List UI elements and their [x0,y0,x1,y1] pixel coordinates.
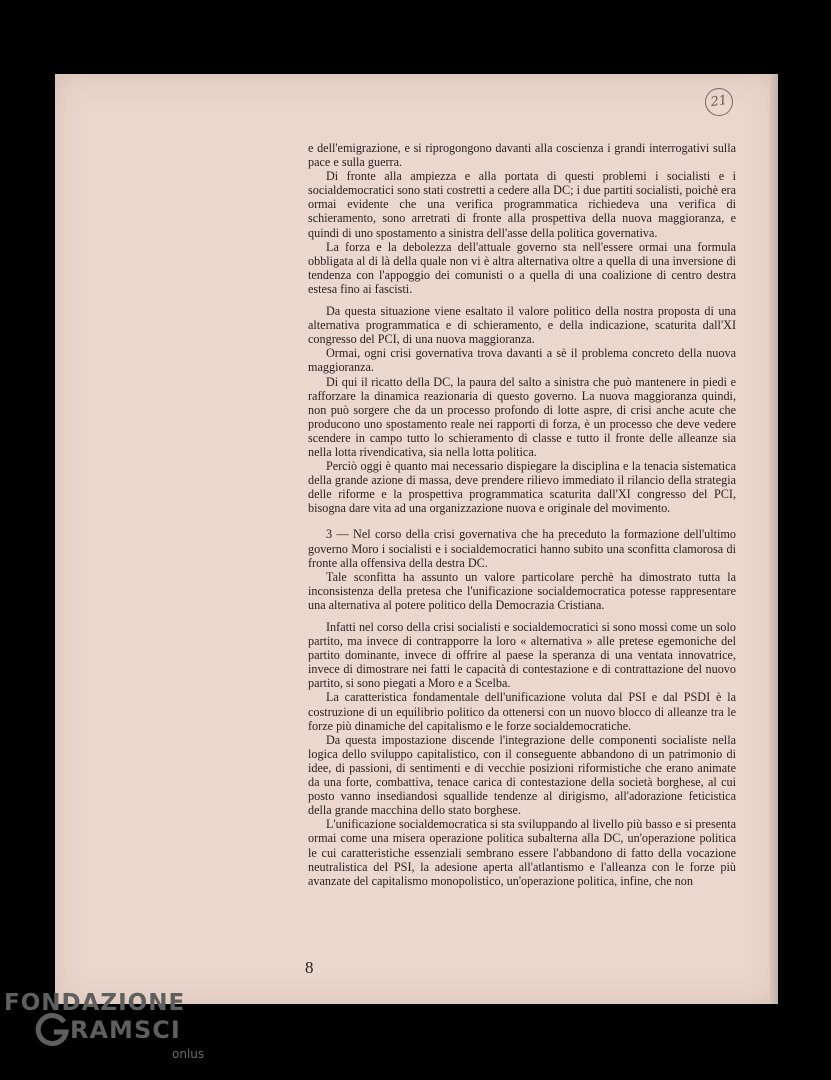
body-text [308,141,736,888]
paragraph: La forza e la debolezza dell'attuale governo sta nell'essere ormai una formula obbligata al di là della quale non vi è altra alternativa oltre a quella di una inversione di tendenza con l'appoggio dei comunisti o a quella di una coalizione di centro destra estesa fino ai fascisti. [308,239,736,296]
paragraph: Infatti nel corso della crisi socialisti e socialdemocratici si sono mossi come un solo partito, ma invece di contrapporre la loro « alternativa » alle pretese egemoniche del partito dominante, invece di offrire al paese la speranza di una ventata innovatrice, invece di dimostrare nei fatti le capacità di contestazione e di contrattazione del nuovo partito, si sono piegati a Moro e a Scelba. [308,620,736,691]
watermark-g-icon [34,1012,70,1048]
paragraph: Di qui il ricatto della DC, la paura del salto a sinistra che può mantenere in piedi e rafforzare la dinamica reazionaria di questo governo. La nuova maggioranza quindi, non può sorgere che da un processo profondo di lotte aspre, di crisi anche acute che producono uno spostamento reale nei rapporti di forza, è un processo che deve vedere scendere in campo tutto lo schieramento di classe e tutto il fronte delle alleanze sia nella lotta rivendicativa, sia nella lotta politica. [308,374,736,459]
watermark-logo [4,990,214,1080]
watermark-line1: FONDAZIONE [4,990,186,1016]
paragraph: L'unificazione socialdemocratica si sta sviluppando al livello più basso e si presenta ormai come una misera operazione politica subalterna alla DC, un'operazione politica le cui caratteristiche essenziali sembrano essere l'abbandono di fatto della vocazione neutralistica del PSI, la adesione aperta all'atlantismo e l'alleanza con le forze più avanzate del capitalismo monopolistico, un'operazione politica, infine, che non [308,817,736,888]
paragraph: Da questa situazione viene esaltato il valore politico della nostra proposta di una alternativa programmatica e di schieramento, e della indicazione, scaturita dall'XI congresso del PCI, di una nuova maggioranza. [308,304,736,347]
paragraph: Perciò oggi è quanto mai necessario dispiegare la disciplina e la tenacia sistematica della grande azione di massa, deve prendere rilievo immediato il rilancio della strategia delle riforme e la prospettiva programmatica scaturita dall'XI congresso del PCI, bisogna dare vita ad una organizzazione nuova e originale del movimento. [308,459,736,516]
paragraph: Ormai, ogni crisi governativa trova davanti a sè il problema concreto della nuova maggioranza. [308,346,736,375]
page-number: 8 [305,958,314,977]
paragraph: Tale sconfitta ha assunto un valore particolare perchè ha dimostrato tutta la inconsistenza della pretesa che l'unificazione socialdemocratica potesse rappresentare una alternativa al potere politico della Democrazia Cristiana. [308,569,736,612]
section-paragraph: 3 — Nel corso della crisi governativa che ha preceduto la formazione dell'ultimo governo Moro i socialisti e i socialdemocratici hanno subito una sconfitta clamorosa di fronte alla offensiva della destra DC. [308,527,736,570]
watermark-line3: onlus [172,1047,205,1061]
paragraph: Di fronte alla ampiezza e alla portata di questi problemi i socialisti e i socialdemocratici sono stati costretti a cedere alla DC; i due partiti socialisti, poichè era ormai evidente che una verifica programmatica richiedeva una verifica di schieramento, sono arretrati di fronte alla prospettiva della nuova maggioranza, e quindi di uno spostamento a sinistra dell'asse della politica governativa. [308,169,736,240]
paragraph: e dell'emigrazione, e si riprogongono davanti alla coscienza i grandi interrogativi sulla pace e sulla guerra. [308,141,736,170]
page-edge [770,74,778,1004]
paragraph: La caratteristica fondamentale dell'unificazione voluta dal PSI e dal PSDI è la costruzione di un equilibrio politico da ottenersi con un nuovo blocco di alleanze tra le forze più dinamiche del capitalismo e le forze socialdemocratiche. [308,690,736,733]
handwritten-page-annotation: 21 [703,86,735,118]
watermark-line2: RAMSCI [70,1016,181,1044]
paragraph: Da questa impostazione discende l'integrazione delle componenti socialiste nella logica dello sviluppo capitalistico, con il conseguente abbandono di un patrimonio di idee, di passioni, di sentimenti e di vecchie posizioni riformistiche che erano animate da una forte, combattiva, tenace carica di contestazione della società borghese, al cui posto vanno insediandosi squallide tendenze al dirigismo, all'adorazione feticistica della grande macchina dello stato borghese. [308,732,736,818]
